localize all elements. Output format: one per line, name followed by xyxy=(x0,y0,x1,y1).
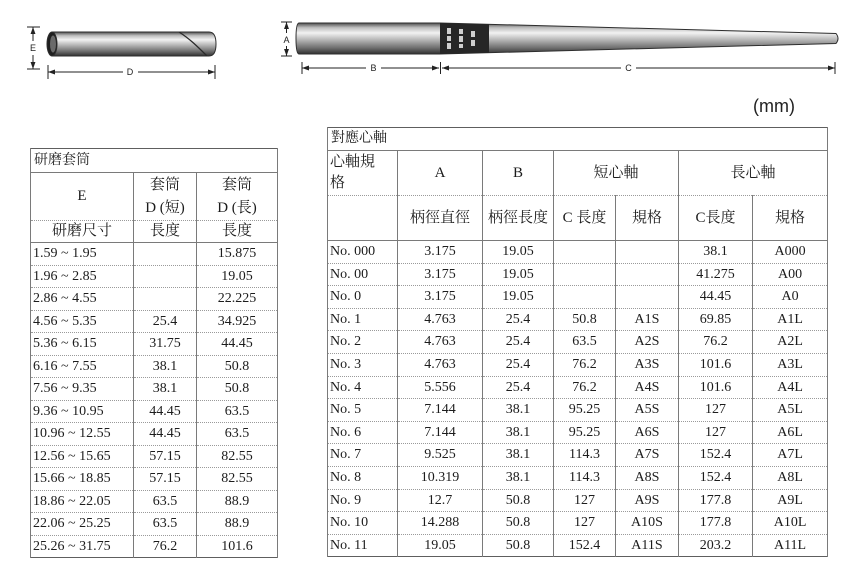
unit-label: (mm) xyxy=(753,96,795,116)
short-mandrel-c-length-cell: 114.3 xyxy=(554,466,616,489)
short-mandrel-c-length-cell: 63.5 xyxy=(554,331,616,354)
sleeve-bore-inner xyxy=(50,36,56,53)
long-mandrel-spec-cell: A8L xyxy=(753,466,828,489)
shank-diameter-cell: 19.05 xyxy=(398,534,483,557)
grinding-size-cell: 18.86 ~ 22.05 xyxy=(31,490,134,513)
short-sleeve-length-cell: 44.45 xyxy=(134,400,197,423)
short-sleeve-length-cell: 44.45 xyxy=(134,423,197,446)
long-mandrel-c-length-cell: 38.1 xyxy=(679,241,753,264)
short-mandrel-c-length-cell: 95.25 xyxy=(554,399,616,422)
mandrel-table-row xyxy=(328,512,828,535)
long-spec-subheader: 規格 xyxy=(753,196,828,241)
long-mandrel-spec-cell: A000 xyxy=(753,241,828,264)
sleeve-table-row xyxy=(31,288,278,311)
short-mandrel-spec-cell: A1S xyxy=(616,308,679,331)
grinding-size-cell: 22.06 ~ 25.25 xyxy=(31,513,134,536)
long-mandrel-c-length-cell: 69.85 xyxy=(679,308,753,331)
mandrel-table-row xyxy=(328,466,828,489)
shank-diameter-cell: 7.144 xyxy=(398,399,483,422)
sleeve-body xyxy=(52,32,216,56)
mandrel-spec-cell: No. 1 xyxy=(328,308,398,331)
long-mandrel-spec-cell: A7L xyxy=(753,444,828,467)
grinding-size-cell: 2.86 ~ 4.55 xyxy=(31,288,134,311)
short-mandrel-spec-cell xyxy=(616,241,679,264)
long-mandrel-c-length-cell: 152.4 xyxy=(679,466,753,489)
short-sleeve-header-line1: 套筒 xyxy=(149,176,180,193)
sleeve-header-row xyxy=(31,173,278,221)
grinding-size-cell: 1.59 ~ 1.95 xyxy=(31,243,134,266)
dimension-a-label: A xyxy=(283,35,290,45)
short-c-length-subheader: C 長度 xyxy=(554,196,616,241)
shank-length-cell: 50.8 xyxy=(483,534,554,557)
long-sleeve-length-subheader: 長度 xyxy=(197,221,278,243)
short-sleeve-length-cell: 63.5 xyxy=(134,513,197,536)
short-mandrel-spec-cell xyxy=(616,286,679,309)
shank-length-cell: 19.05 xyxy=(483,241,554,264)
shank-length-cell: 25.4 xyxy=(483,353,554,376)
shank-length-cell: 25.4 xyxy=(483,331,554,354)
long-mandrel-c-length-cell: 76.2 xyxy=(679,331,753,354)
grinding-size-cell: 7.56 ~ 9.35 xyxy=(31,378,134,401)
mandrel-table-title-row xyxy=(328,128,828,151)
mandrel-spec-cell: No. 10 xyxy=(328,512,398,535)
long-mandrel-c-length-cell: 203.2 xyxy=(679,534,753,557)
shank-length-cell: 19.05 xyxy=(483,263,554,286)
mandrel-spec-header xyxy=(328,151,398,196)
mandrel-body xyxy=(296,23,838,54)
short-mandrel-spec-cell: A3S xyxy=(616,353,679,376)
long-sleeve-length-cell: 19.05 xyxy=(197,265,278,288)
short-sleeve-length-cell: 25.4 xyxy=(134,310,197,333)
sleeve-table-row xyxy=(31,243,278,266)
long-mandrel-spec-cell: A0 xyxy=(753,286,828,309)
shank-length-cell: 38.1 xyxy=(483,444,554,467)
short-mandrel-header: 短心軸 xyxy=(554,151,679,196)
short-mandrel-spec-cell: A6S xyxy=(616,421,679,444)
long-mandrel-c-length-cell: 127 xyxy=(679,399,753,422)
dimension-c-label: C xyxy=(625,63,632,73)
mandrel-table-row xyxy=(328,399,828,422)
mandrel-table-row xyxy=(328,331,828,354)
grinding-size-subheader: 研磨尺寸 xyxy=(31,221,134,243)
shank-length-subheader: 柄徑長度 xyxy=(483,196,554,241)
mandrel-table-row xyxy=(328,421,828,444)
shank-b-header: B xyxy=(483,151,554,196)
long-mandrel-c-length-cell: 101.6 xyxy=(679,376,753,399)
shank-length-cell: 38.1 xyxy=(483,421,554,444)
short-sleeve-length-cell xyxy=(134,243,197,266)
shank-diameter-cell: 3.175 xyxy=(398,263,483,286)
mandrel-table-row xyxy=(328,376,828,399)
short-mandrel-spec-cell: A11S xyxy=(616,534,679,557)
mandrel-table xyxy=(327,127,828,557)
product-illustrations xyxy=(0,0,844,90)
sleeve-subheader-row xyxy=(31,221,278,243)
long-mandrel-spec-cell: A4L xyxy=(753,376,828,399)
long-mandrel-spec-cell: A10L xyxy=(753,512,828,535)
shank-diameter-subheader: 柄徑直徑 xyxy=(398,196,483,241)
grinding-size-cell: 10.96 ~ 12.55 xyxy=(31,423,134,446)
sleeve-table-row xyxy=(31,310,278,333)
long-sleeve-length-cell: 88.9 xyxy=(197,513,278,536)
grinding-size-cell: 12.56 ~ 15.65 xyxy=(31,445,134,468)
long-mandrel-c-length-cell: 127 xyxy=(679,421,753,444)
shank-length-cell: 25.4 xyxy=(483,376,554,399)
shank-diameter-cell: 7.144 xyxy=(398,421,483,444)
mandrel-table-row xyxy=(328,444,828,467)
long-sleeve-length-cell: 63.5 xyxy=(197,400,278,423)
shank-length-cell: 38.1 xyxy=(483,466,554,489)
shank-diameter-cell: 9.525 xyxy=(398,444,483,467)
mandrel-table-row xyxy=(328,241,828,264)
mandrel-subheader-row xyxy=(328,196,828,241)
grinding-size-cell: 1.96 ~ 2.85 xyxy=(31,265,134,288)
mandrel-table-row xyxy=(328,308,828,331)
long-mandrel-spec-cell: A2L xyxy=(753,331,828,354)
mandrel-spec-cell: No. 9 xyxy=(328,489,398,512)
short-mandrel-spec-cell xyxy=(616,263,679,286)
long-sleeve-length-cell: 50.8 xyxy=(197,378,278,401)
mandrel-spec-cell: No. 11 xyxy=(328,534,398,557)
long-sleeve-header-line2: D (長) xyxy=(217,199,257,216)
short-mandrel-c-length-cell: 76.2 xyxy=(554,353,616,376)
long-mandrel-c-length-cell: 152.4 xyxy=(679,444,753,467)
short-sleeve-length-cell: 76.2 xyxy=(134,535,197,558)
shank-diameter-cell: 3.175 xyxy=(398,286,483,309)
mandrel-table-title: 對應心軸 xyxy=(328,128,828,151)
shank-length-cell: 25.4 xyxy=(483,308,554,331)
mandrel-table-row xyxy=(328,534,828,557)
short-sleeve-length-cell xyxy=(134,288,197,311)
short-sleeve-length-cell xyxy=(134,265,197,288)
long-sleeve-length-cell: 44.45 xyxy=(197,333,278,356)
long-mandrel-spec-cell: A6L xyxy=(753,421,828,444)
short-sleeve-length-cell: 63.5 xyxy=(134,490,197,513)
shank-length-cell: 38.1 xyxy=(483,399,554,422)
short-mandrel-spec-cell: A8S xyxy=(616,466,679,489)
sleeve-table-row xyxy=(31,400,278,423)
short-mandrel-c-length-cell xyxy=(554,241,616,264)
long-mandrel-spec-cell: A00 xyxy=(753,263,828,286)
long-mandrel-header: 長心軸 xyxy=(679,151,828,196)
grinding-size-cell: 6.16 ~ 7.55 xyxy=(31,355,134,378)
short-sleeve-header xyxy=(134,173,197,221)
long-mandrel-c-length-cell: 177.8 xyxy=(679,489,753,512)
mandrel-spec-cell: No. 2 xyxy=(328,331,398,354)
dimension-c xyxy=(442,62,835,74)
long-mandrel-spec-cell: A1L xyxy=(753,308,828,331)
short-mandrel-c-length-cell: 76.2 xyxy=(554,376,616,399)
grinding-size-cell: 15.66 ~ 18.85 xyxy=(31,468,134,491)
mandrel-spec-header-text: 心軸規格 xyxy=(330,154,376,191)
short-sleeve-header-line2: D (短) xyxy=(145,199,185,216)
mandrel-header-row xyxy=(328,151,828,196)
shank-diameter-cell: 12.7 xyxy=(398,489,483,512)
shank-length-cell: 50.8 xyxy=(483,512,554,535)
short-sleeve-length-cell: 57.15 xyxy=(134,468,197,491)
mandrel-spec-cell: No. 4 xyxy=(328,376,398,399)
long-mandrel-c-length-cell: 41.275 xyxy=(679,263,753,286)
short-sleeve-length-cell: 38.1 xyxy=(134,355,197,378)
sleeve-table-row xyxy=(31,265,278,288)
shank-diameter-cell: 3.175 xyxy=(398,241,483,264)
mandrel-drawing xyxy=(296,23,838,54)
sleeve-table-title: 研磨套筒 xyxy=(31,149,278,173)
shank-diameter-cell: 14.288 xyxy=(398,512,483,535)
short-sleeve-length-cell: 31.75 xyxy=(134,333,197,356)
long-sleeve-length-cell: 82.55 xyxy=(197,445,278,468)
short-mandrel-spec-cell: A7S xyxy=(616,444,679,467)
long-sleeve-header-line1: 套筒 xyxy=(222,176,253,193)
short-mandrel-spec-cell: A10S xyxy=(616,512,679,535)
short-mandrel-spec-cell: A2S xyxy=(616,331,679,354)
short-mandrel-c-length-cell: 50.8 xyxy=(554,308,616,331)
mandrel-spec-cell: No. 7 xyxy=(328,444,398,467)
long-mandrel-spec-cell: A5L xyxy=(753,399,828,422)
long-sleeve-length-cell: 88.9 xyxy=(197,490,278,513)
shank-diameter-cell: 4.763 xyxy=(398,353,483,376)
short-mandrel-c-length-cell: 127 xyxy=(554,512,616,535)
mandrel-spec-cell: No. 8 xyxy=(328,466,398,489)
long-mandrel-c-length-cell: 44.45 xyxy=(679,286,753,309)
grinding-size-cell: 5.36 ~ 6.15 xyxy=(31,333,134,356)
mandrel-spec-subheader xyxy=(328,196,398,241)
short-mandrel-c-length-cell: 152.4 xyxy=(554,534,616,557)
mandrel-spec-cell: No. 5 xyxy=(328,399,398,422)
sleeve-table-row xyxy=(31,535,278,558)
grinding-size-header: E xyxy=(31,173,134,221)
mandrel-spec-cell: No. 00 xyxy=(328,263,398,286)
lapping-sleeve-drawing xyxy=(47,32,216,56)
shank-a-header: A xyxy=(398,151,483,196)
dimension-b-label: B xyxy=(370,63,377,73)
sleeve-table-row xyxy=(31,378,278,401)
long-sleeve-length-cell: 34.925 xyxy=(197,310,278,333)
sleeve-table-row xyxy=(31,468,278,491)
lapping-sleeve-table xyxy=(30,148,278,558)
long-sleeve-length-cell: 63.5 xyxy=(197,423,278,446)
mandrel-spec-cell: No. 0 xyxy=(328,286,398,309)
short-mandrel-c-length-cell: 114.3 xyxy=(554,444,616,467)
grinding-size-cell: 25.26 ~ 31.75 xyxy=(31,535,134,558)
mandrel-spec-cell: No. 000 xyxy=(328,241,398,264)
grinding-size-cell: 4.56 ~ 5.35 xyxy=(31,310,134,333)
grinding-size-cell: 9.36 ~ 10.95 xyxy=(31,400,134,423)
sleeve-table-row xyxy=(31,333,278,356)
sleeve-table-row xyxy=(31,490,278,513)
mandrel-table-row xyxy=(328,263,828,286)
sleeve-table-title-row xyxy=(31,149,278,173)
dimension-d-label: D xyxy=(126,67,134,77)
short-mandrel-c-length-cell: 95.25 xyxy=(554,421,616,444)
long-sleeve-header xyxy=(197,173,278,221)
short-mandrel-c-length-cell xyxy=(554,263,616,286)
short-mandrel-spec-cell: A5S xyxy=(616,399,679,422)
short-sleeve-length-subheader: 長度 xyxy=(134,221,197,243)
dimension-e-label: E xyxy=(29,43,37,53)
shank-diameter-cell: 5.556 xyxy=(398,376,483,399)
short-mandrel-spec-cell: A9S xyxy=(616,489,679,512)
long-sleeve-length-cell: 82.55 xyxy=(197,468,278,491)
mandrel-table-row xyxy=(328,353,828,376)
long-sleeve-length-cell: 50.8 xyxy=(197,355,278,378)
mandrel-table-row xyxy=(328,489,828,512)
long-sleeve-length-cell: 101.6 xyxy=(197,535,278,558)
sleeve-table-row xyxy=(31,355,278,378)
mandrel-spec-cell: No. 6 xyxy=(328,421,398,444)
shank-length-cell: 19.05 xyxy=(483,286,554,309)
mandrel-spec-cell: No. 3 xyxy=(328,353,398,376)
short-mandrel-spec-cell: A4S xyxy=(616,376,679,399)
long-mandrel-spec-cell: A11L xyxy=(753,534,828,557)
short-mandrel-c-length-cell xyxy=(554,286,616,309)
long-sleeve-length-cell: 15.875 xyxy=(197,243,278,266)
long-c-length-subheader: C長度 xyxy=(679,196,753,241)
sleeve-table-row xyxy=(31,423,278,446)
shank-length-cell: 50.8 xyxy=(483,489,554,512)
short-spec-subheader: 規格 xyxy=(616,196,679,241)
shank-diameter-cell: 4.763 xyxy=(398,308,483,331)
short-mandrel-c-length-cell: 127 xyxy=(554,489,616,512)
long-mandrel-spec-cell: A3L xyxy=(753,353,828,376)
shank-diameter-cell: 10.319 xyxy=(398,466,483,489)
sleeve-table-row xyxy=(31,445,278,468)
long-mandrel-spec-cell: A9L xyxy=(753,489,828,512)
long-sleeve-length-cell: 22.225 xyxy=(197,288,278,311)
short-sleeve-length-cell: 57.15 xyxy=(134,445,197,468)
long-mandrel-c-length-cell: 101.6 xyxy=(679,353,753,376)
sleeve-table-row xyxy=(31,513,278,536)
long-mandrel-c-length-cell: 177.8 xyxy=(679,512,753,535)
shank-diameter-cell: 4.763 xyxy=(398,331,483,354)
short-sleeve-length-cell: 38.1 xyxy=(134,378,197,401)
mandrel-table-row xyxy=(328,286,828,309)
